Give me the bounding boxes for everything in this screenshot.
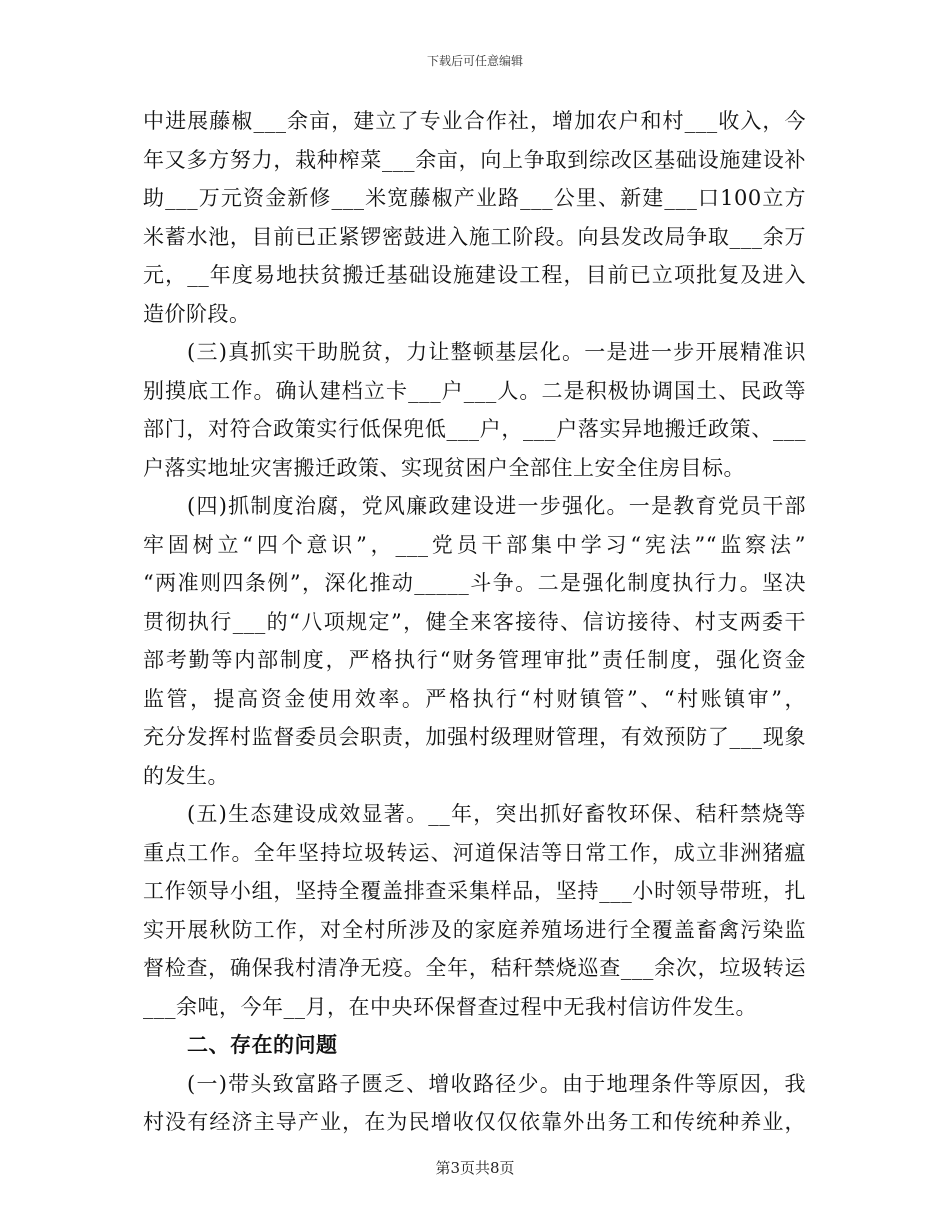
text-line: 监管，提高资金使用效率。严格执行“村财镇管”、“村账镇审”， bbox=[143, 686, 806, 711]
text-line: “两准则四条例”，深化推动_____斗争。二是强化制度执行力。坚决 bbox=[143, 571, 806, 595]
paragraph-2 bbox=[143, 333, 806, 487]
text-line: 的发生。 bbox=[143, 763, 229, 788]
page-header: 下载后可任意编辑 bbox=[426, 54, 523, 68]
text-line: (五)生态建设成效显著。__年，突出抓好畜牧环保、秸秆禁烧等 bbox=[187, 802, 806, 826]
text-line: (四)抓制度治腐，党风廉政建设进一步强化。一是教育党员干部 bbox=[187, 494, 806, 518]
page-footer: 第3页共8页 bbox=[435, 1159, 515, 1177]
text-line: 部门，对符合政策实行低保兜低___户，___户落实异地搬迁政策、___ bbox=[143, 417, 806, 441]
text-line: (三)真抓实干助脱贫，力让整顿基层化。一是进一步开展精准识 bbox=[187, 340, 806, 364]
text-line: 督检查，确保我村清净无疫。全年，秸秆禁烧巡查___余次，垃圾转运 bbox=[143, 956, 806, 980]
paragraph-3 bbox=[143, 487, 806, 795]
text-line: 别摸底工作。确认建档立卡___户___人。二是积极协调国土、民政等 bbox=[143, 378, 806, 403]
text-line: 充分发挥村监督委员会职责，加强村级理财管理，有效预防了___现象 bbox=[143, 725, 806, 749]
text-line: 户落实地址灾害搬迁政策、实现贫困户全部住上安全住房目标。 bbox=[143, 455, 745, 480]
text-line: 米蓄水池，目前已正紧锣密鼓进入施工阶段。向县发改局争取___余万 bbox=[143, 224, 806, 249]
text-line: (一)带头致富路子匮乏、增收路径少。由于地理条件等原因，我 bbox=[187, 1071, 806, 1096]
text-line: 年又多方努力，栽种榨菜___余亩，向上争取到综改区基础设施建设补 bbox=[143, 147, 806, 172]
paragraph-1 bbox=[143, 102, 806, 333]
text-line: 实开展秋防工作，对全村所涉及的家庭养殖场进行全覆盖畜禽污染监 bbox=[143, 917, 806, 942]
text-line: ___余吨，今年__月，在中央环保督查过程中无我村信访件发生。 bbox=[143, 994, 757, 1019]
document-body bbox=[143, 102, 806, 1142]
text-line: 元，__年度易地扶贫搬迁基础设施建设工程，目前已立项批复及进入 bbox=[143, 263, 806, 287]
text-line: 助___万元资金新修___米宽藤椒产业路___公里、新建___口100立方 bbox=[143, 186, 806, 210]
text-line: 重点工作。全年坚持垃圾转运、河道保洁等日常工作，成立非洲猪瘟 bbox=[143, 840, 806, 865]
text-line: 部考勤等内部制度，严格执行“财务管理审批”责任制度，强化资金 bbox=[143, 648, 806, 672]
text-line: 造价阶段。 bbox=[143, 301, 251, 326]
text-line: 牢固树立“四个意识”，___党员干部集中学习“宪法”“监察法” bbox=[143, 532, 806, 557]
paragraph-4 bbox=[143, 795, 806, 1026]
section-heading: 二、存在的问题 bbox=[187, 1032, 338, 1057]
text-line: 村没有经济主导产业，在为民增收仅仅依靠外出务工和传统种养业， bbox=[143, 1110, 806, 1134]
text-line: 中进展藤椒___余亩，建立了专业合作社，增加农户和村___收入，今 bbox=[143, 109, 806, 133]
text-line: 工作领导小组，坚持全覆盖排查采集样品，坚持___小时领导带班，扎 bbox=[143, 879, 806, 903]
text-line: 贯彻执行___的“八项规定”，健全来客接待、信访接待、村支两委干 bbox=[143, 609, 806, 634]
paragraph-5 bbox=[143, 1065, 806, 1142]
